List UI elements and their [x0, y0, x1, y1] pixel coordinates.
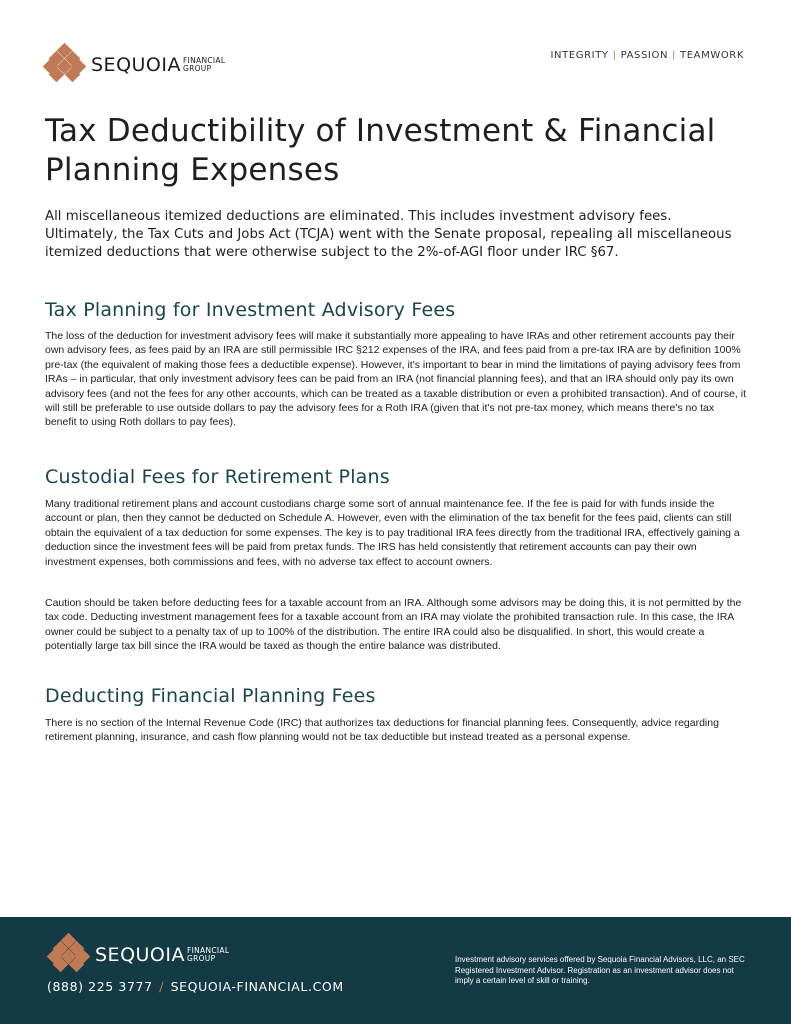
sequoia-logo-icon — [45, 45, 85, 85]
tagline-integrity: INTEGRITY — [550, 50, 609, 61]
website-link[interactable]: SEQUOIA-FINANCIAL.COM — [170, 979, 344, 994]
tagline — [551, 50, 745, 61]
logo-name: SEQUOIA — [95, 944, 185, 966]
intro-paragraph: All miscellaneous itemized deductions are eliminated. This includes investment advisory fees. Ultimately, the Tax Cuts and Jobs Act (TCJA) went with the Senate proposal, repealing all miscellaneous itemized deductions that were otherwise subject to the 2%-of-AGI floor under IRC §67. — [45, 209, 732, 260]
header-logo — [45, 45, 225, 85]
section-paragraph-custodial-fees-2: Caution should be taken before deducting fees for a taxable account from an IRA. Although some advisors may be doing this, it is not permitted by the tax code. Deducting investment management fees for a taxable account from an IRA may violate the prohibited transaction rule. In this case, the IRA owner could be subject to a penalty tax of up to 100% of the distribution. The entire IRA could also be disqualified. In short, this would create a potentially large tax bill since the IRA would be taxed as though the entire balance was distributed. — [45, 597, 742, 653]
footer — [0, 917, 791, 1024]
footer-logo — [49, 935, 229, 975]
logo-wordmark — [91, 54, 225, 76]
section-paragraph-financial-planning: There is no section of the Internal Revenue Code (IRC) that authorizes tax deductions for financial planning fees. Consequently, advice regarding retirement planning, insurance, and cash flow planning would not be tax deductible but instead treated as a personal expense. — [45, 717, 719, 744]
section-paragraph-custodial-fees-1: Many traditional retirement plans and account custodians charge some sort of annual maintenance fee. If the fee is paid for with funds inside the account or plan, then they cannot be deducted on Schedule A. However, even with the elimination of the tax benefit for the fees paid, clients can still obtain the equivalent of a tax deduction for some expenses. The key is to pay traditional IRA fees directly from the traditional IRA, effectively gaining a deduction since the investment fees will be paid from pretax funds. The IRS has held consistently that retirement accounts can pay their own investment expenses, both commissions and fees, with no adverse tax effect to account owners. — [45, 498, 740, 568]
section-heading-custodial-fees: Custodial Fees for Retirement Plans — [45, 466, 390, 488]
logo-wordmark — [95, 944, 229, 966]
section-paragraph-tax-planning: The loss of the deduction for investment advisory fees will make it substantially more appealing to have IRAs and other retirement accounts pay their own advisory fees, as fees paid by an IRA are still permissible IRC §212 expenses of the IRA, and fees paid from a pre-tax IRA are by definition 100% pre-tax (the equivalent of making those fees a deductible expense). However, it's important to bear in mind the limitations of paying advisory fees from IRAs – in particular, that only investment advisory fees can be paid from an IRA (not financial planning fees), and that an IRA should only pay its own advisory fees (and not the fees for any other accounts, which can be treated as a taxable distribution or even a prohibited transaction). And of course, it will still be preferable to use outside dollars to pay the advisory fees for a Roth IRA (given that it's not pre-tax money, which means there's no tax benefit to using Roth dollars to pay fees). — [45, 330, 746, 429]
sequoia-logo-icon — [49, 935, 89, 975]
section-heading-tax-planning: Tax Planning for Investment Advisory Fees — [45, 299, 456, 321]
logo-subtitle: FINANCIAL GROUP — [182, 56, 226, 73]
section-heading-financial-planning: Deducting Financial Planning Fees — [45, 685, 376, 707]
logo-subtitle: FINANCIAL GROUP — [186, 946, 230, 963]
contact-line — [47, 979, 344, 994]
contact-separator: / — [159, 979, 165, 994]
page-title: Tax Deductibility of Investment & Financial Planning Expenses — [45, 113, 716, 188]
tagline-passion: PASSION — [620, 50, 669, 61]
tagline-separator: | — [612, 50, 617, 61]
tagline-separator: | — [672, 50, 677, 61]
disclaimer: Investment advisory services offered by Sequoia Financial Advisors, LLC, an SEC Registered Investment Advisor. Registration as an investment advisor does not imply a certain level of skill or training. — [455, 955, 745, 985]
tagline-teamwork: TEAMWORK — [680, 50, 744, 61]
logo-name: SEQUOIA — [91, 54, 181, 76]
phone-number[interactable]: (888) 225 3777 — [47, 979, 153, 994]
